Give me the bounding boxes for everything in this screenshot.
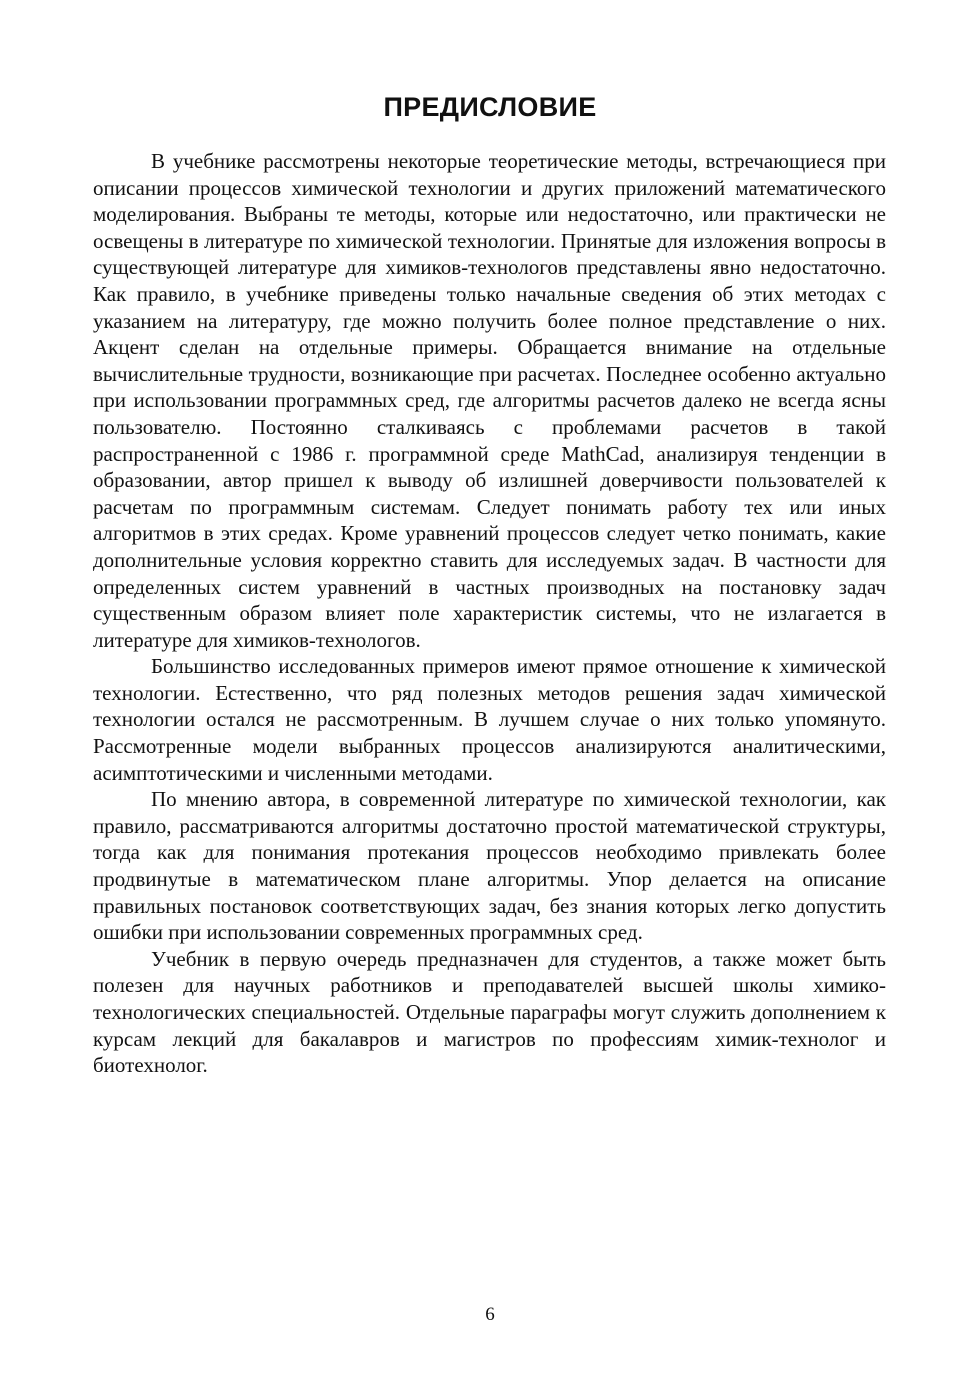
page-number: 6	[485, 1304, 495, 1325]
page-title: ПРЕДИСЛОВИЕ	[383, 92, 597, 122]
paragraph: В учебнике рассмотрены некоторые теоретические методы, встречающиеся при описании процессов химической технологии и других приложений математического моделирования. Выбраны те методы, которые или недостаточно, или практически не освещены в литературе по химической технологии. Принятые для изложения вопросы в существующей литературе для химиков-технологов представлены явно недостаточно. Как правило, в учебнике приведены только начальные сведения об этих методах с указанием на литературу, где можно получить более полное представление о них. Акцент сделан на отдельные примеры. Обращается внимание на отдельные вычислительные трудности, возникающие при расчетах. Последнее особенно актуально при использовании программных сред, где алгоритмы расчетов далеко не всегда ясны пользователю. Постоянно сталкиваясь с проблемами расчетов в такой распространенной с 1986 г. программной среде MathCad, анализируя тенденции в образовании, автор пришел к выводу об излишней доверчивости пользователей к расчетам по программным системам. Следует понимать работу тех или иных алгоритмов в этих средах. Кроме уравнений процессов следует четко понимать, какие дополнительные условия корректно ставить для исследуемых задач. В частности для определенных систем уравнений в частных производных на постановку задач существенным образом влияет поле характеристик системы, что не излагается в литературе для химиков-технологов.	[93, 149, 886, 652]
paragraph: Большинство исследованных примеров имеют прямое отношение к химической технологии. Естественно, что ряд полезных методов решения задач химической технологии остался не рассмотренным. В лучшем случае о них только упомянуто. Рассмотренные модели выбранных процессов анализируются аналитическими, асимптотическими и численными методами.	[93, 654, 886, 785]
paragraph: Учебник в первую очередь предназначен для студентов, а также может быть полезен для научных работников и преподавателей высшей школы химико-технологических специальностей. Отдельные параграфы могут служить дополнением к курсам лекций для бакалавров и магистров по профессиям химик-технолог и биотехнолог.	[93, 946, 886, 1078]
preface-body	[93, 148, 886, 1079]
paragraph: По мнению автора, в современной литературе по химической технологии, как правило, рассматриваются алгоритмы достаточно простой математической структуры, тогда как для понимания протекания процессов необходимо привлекать более продвинутые в математическом плане алгоритмы. Упор делается на описание правильных постановок соответствующих задач, без знания которых легко допустить ошибки при использовании современных программных сред.	[93, 787, 886, 945]
